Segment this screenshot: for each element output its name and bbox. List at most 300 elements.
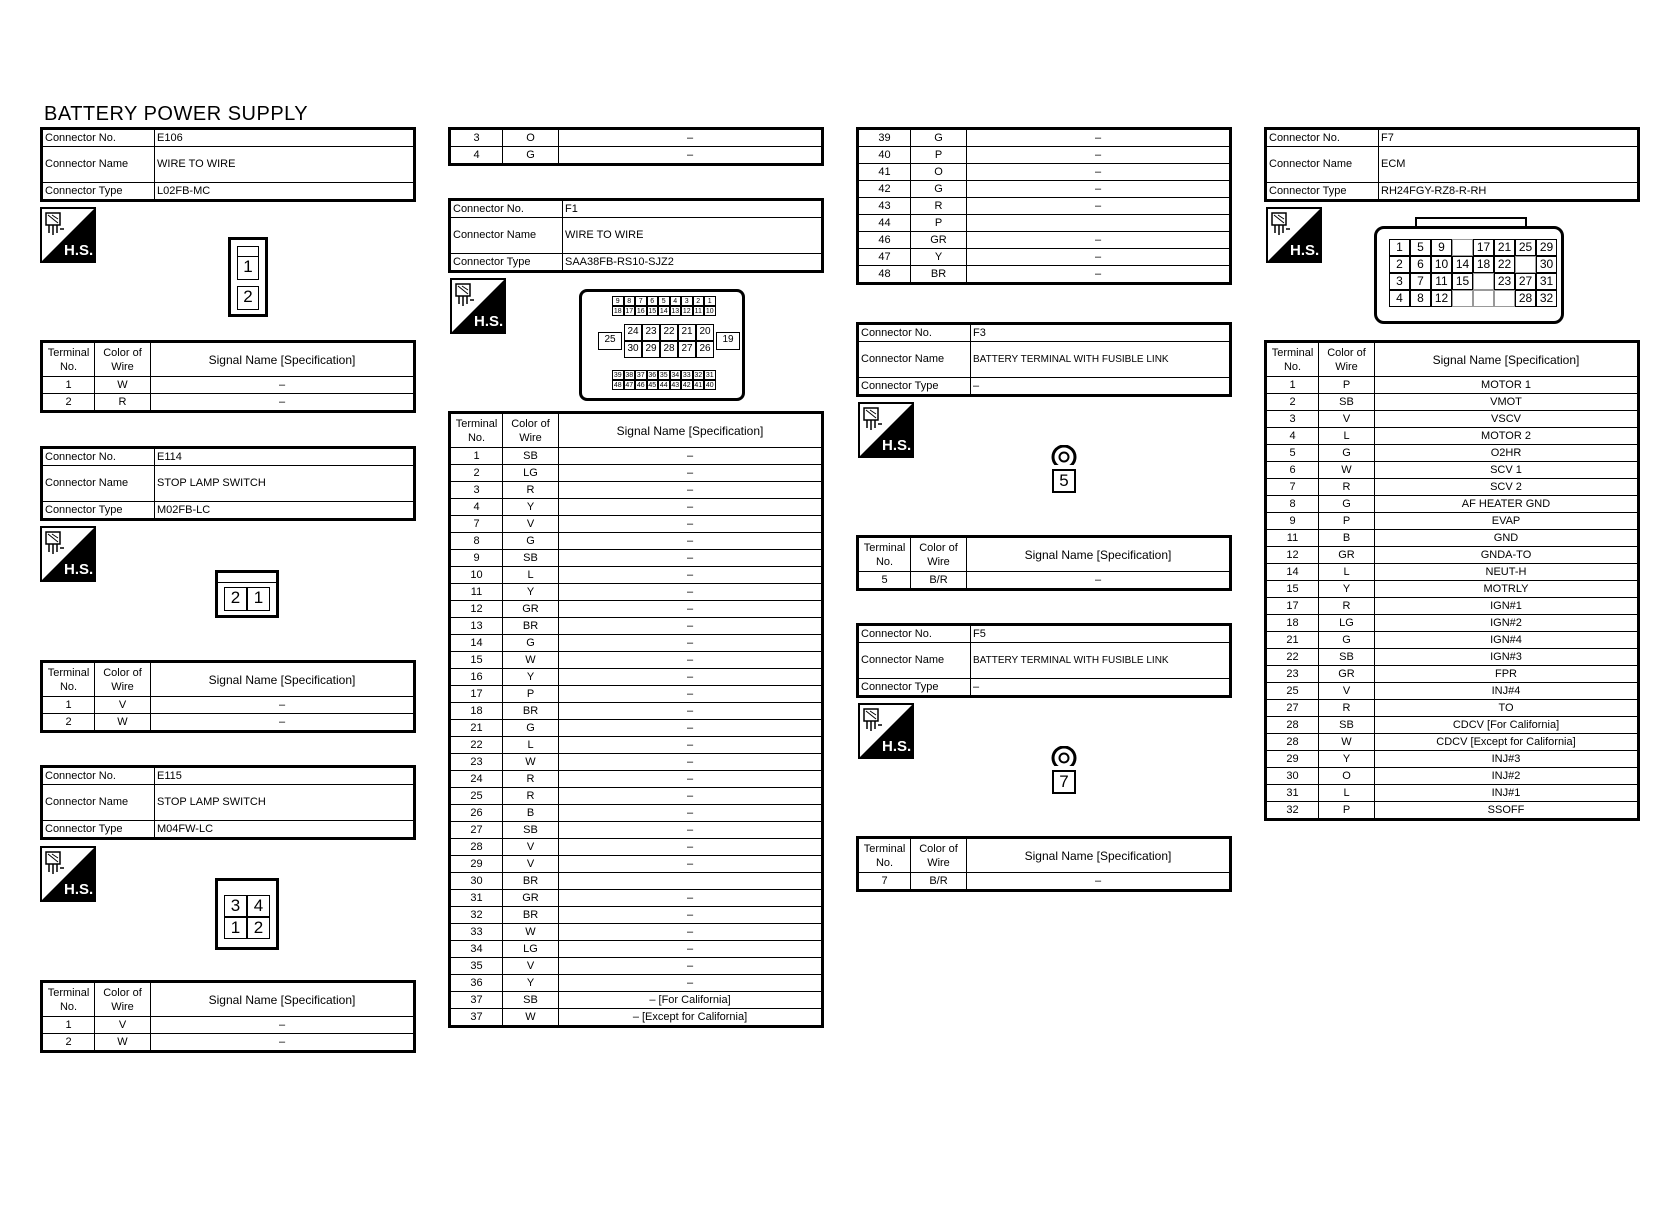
signal-cell: – — [559, 499, 823, 516]
table-row — [450, 839, 823, 856]
color-cell: V — [503, 856, 559, 873]
color-cell: G — [1319, 445, 1375, 462]
e114-rows — [40, 660, 416, 733]
signal-cell: INJ#1 — [1375, 785, 1639, 802]
signal-cell: INJ#4 — [1375, 683, 1639, 700]
connector-name-value: WIRE TO WIRE — [155, 147, 415, 183]
terminal-cell: 6 — [1266, 462, 1319, 479]
terminal-cell: 39 — [858, 129, 911, 147]
connector-type-value: SAA38FB-RS10-SJZ2 — [563, 254, 823, 272]
pin: 25 — [1515, 239, 1536, 256]
table-row — [1266, 377, 1639, 394]
color-cell: V — [1319, 683, 1375, 700]
color-cell: B/R — [911, 572, 967, 590]
color-cell: W — [95, 1034, 151, 1052]
pin: 32 — [1536, 290, 1557, 307]
terminal-cell: 1 — [1266, 377, 1319, 394]
pin: 3 — [224, 895, 247, 917]
pin: 48 — [613, 382, 622, 389]
color-cell: R — [503, 482, 559, 499]
signal-cell: – — [151, 714, 415, 732]
table-row — [1266, 479, 1639, 496]
color-cell: G — [503, 720, 559, 737]
signal-cell: – — [967, 181, 1231, 198]
connector-type-value: – — [971, 679, 1231, 697]
pin: 4 — [670, 296, 682, 306]
pin — [1473, 290, 1494, 307]
terminal-cell: 23 — [450, 754, 503, 771]
signal-cell: – — [559, 958, 823, 975]
table-row — [1266, 615, 1639, 632]
connector-e115 — [40, 765, 416, 840]
color-cell: V — [95, 697, 151, 714]
terminal-cell: 2 — [42, 394, 95, 412]
signal-cell: AF HEATER GND — [1375, 496, 1639, 513]
terminal-header: Terminal No. — [42, 662, 95, 697]
terminal-cell: 43 — [858, 198, 911, 215]
color-cell: G — [503, 533, 559, 550]
terminal-cell: 35 — [450, 958, 503, 975]
terminal-table-f5 — [856, 836, 1232, 892]
harness-side-icon — [858, 402, 914, 458]
connector-name-label: Connector Name — [450, 218, 563, 254]
pin: 1 — [1389, 239, 1410, 256]
signal-cell: EVAP — [1375, 513, 1639, 530]
table-row — [858, 249, 1231, 266]
table-row — [1266, 428, 1639, 445]
pin: 29 — [642, 341, 660, 358]
pin: 37 — [636, 372, 645, 379]
f3-rows — [856, 535, 1232, 591]
signal-cell: VMOT — [1375, 394, 1639, 411]
color-cell: SB — [503, 550, 559, 567]
terminal-header: Terminal No. — [858, 838, 911, 873]
table-row — [450, 873, 823, 890]
table-row — [450, 448, 823, 465]
color-cell: BR — [503, 873, 559, 890]
pin: 21 — [678, 324, 696, 341]
color-cell: L — [1319, 785, 1375, 802]
terminal-cell: 26 — [450, 805, 503, 822]
pin: 24 — [624, 324, 642, 341]
terminal-cell: 46 — [858, 232, 911, 249]
color-cell: LG — [1319, 615, 1375, 632]
pin: 28 — [660, 341, 678, 358]
color-cell: R — [95, 394, 151, 412]
table-row — [450, 669, 823, 686]
table-row — [450, 737, 823, 754]
pin — [1494, 290, 1515, 307]
signal-cell: INJ#3 — [1375, 751, 1639, 768]
harness-side-icon — [40, 207, 96, 263]
pin: 46 — [636, 382, 645, 389]
color-cell: Y — [503, 975, 559, 992]
table-row — [1266, 547, 1639, 564]
terminal-table-e106 — [40, 340, 416, 413]
table-row — [1266, 751, 1639, 768]
table-row — [450, 890, 823, 907]
connector-name-value: WIRE TO WIRE — [563, 218, 823, 254]
terminal-eyelet-f3 — [1049, 445, 1079, 495]
table-row — [1266, 683, 1639, 700]
pin: 7 — [1052, 770, 1076, 794]
signal-cell: – — [967, 266, 1231, 284]
connector-type-value: L02FB-MC — [155, 183, 415, 201]
connector-name-label: Connector Name — [42, 466, 155, 502]
harness-side-icon — [40, 846, 96, 902]
color-cell: O — [1319, 768, 1375, 785]
color-cell: BR — [503, 703, 559, 720]
terminal-cell: 2 — [450, 465, 503, 482]
terminal-cell: 13 — [450, 618, 503, 635]
table-row — [858, 873, 1231, 891]
table-row — [1266, 768, 1639, 785]
color-cell: GR — [503, 890, 559, 907]
terminal-cell: 37 — [450, 992, 503, 1009]
table-row — [1266, 564, 1639, 581]
pin: 22 — [660, 324, 678, 341]
terminal-cell: 8 — [450, 533, 503, 550]
pin: 31 — [1536, 273, 1557, 290]
terminal-header: Terminal No. — [42, 342, 95, 377]
connector-no-label: Connector No. — [42, 129, 155, 147]
connector-f1 — [448, 198, 824, 273]
pin: 29 — [1536, 239, 1557, 256]
signal-cell: – — [559, 805, 823, 822]
f1_cont2-rows — [856, 127, 1232, 285]
pin: 1 — [704, 296, 716, 306]
table-row — [1266, 581, 1639, 598]
table-row — [450, 924, 823, 941]
color-cell: B — [1319, 530, 1375, 547]
signal-cell: – — [559, 618, 823, 635]
signal-cell: – — [559, 924, 823, 941]
pin: 9 — [1431, 239, 1452, 256]
connector-no-label: Connector No. — [450, 200, 563, 218]
terminal-cell: 5 — [1266, 445, 1319, 462]
signal-cell: – — [151, 1034, 415, 1052]
table-row — [1266, 700, 1639, 717]
pin: 16 — [636, 308, 645, 315]
terminal-cell: 14 — [1266, 564, 1319, 581]
connector-name-value: STOP LAMP SWITCH — [155, 785, 415, 821]
signal-cell: – — [559, 147, 823, 165]
color-cell: R — [1319, 479, 1375, 496]
table-row — [450, 992, 823, 1009]
terminal-cell: 31 — [450, 890, 503, 907]
connector-no-value: F7 — [1379, 129, 1639, 147]
table-row — [1266, 734, 1639, 751]
pin: 23 — [1494, 273, 1515, 290]
signal-cell: TO — [1375, 700, 1639, 717]
f1-rows — [448, 411, 824, 1028]
color-cell: Y — [503, 584, 559, 601]
pin: 13 — [671, 308, 680, 315]
signal-cell: IGN#3 — [1375, 649, 1639, 666]
signal-cell: SCV 1 — [1375, 462, 1639, 479]
table-row — [858, 572, 1231, 590]
pin: 14 — [659, 308, 668, 315]
terminal-cell: 4 — [1266, 428, 1319, 445]
table-row — [1266, 717, 1639, 734]
table-row — [450, 618, 823, 635]
terminal-cell: 7 — [450, 516, 503, 533]
terminal-cell: 27 — [1266, 700, 1319, 717]
terminal-cell: 28 — [1266, 717, 1319, 734]
color-cell: V — [1319, 411, 1375, 428]
color-header: Color of Wire — [911, 537, 967, 572]
color-cell: G — [1319, 496, 1375, 513]
e106-rows — [40, 340, 416, 413]
pin — [1515, 256, 1536, 273]
pin: 6 — [647, 296, 659, 306]
pin: 3 — [681, 296, 693, 306]
signal-cell: – — [559, 516, 823, 533]
table-row — [450, 703, 823, 720]
signal-cell: – — [559, 720, 823, 737]
table-row — [450, 907, 823, 924]
pin: 22 — [1494, 256, 1515, 273]
table-row — [1266, 411, 1639, 428]
table-row — [450, 771, 823, 788]
hs-label: H.S. — [64, 881, 94, 898]
connector-name-label: Connector Name — [42, 147, 155, 183]
pin: 8 — [624, 296, 636, 306]
pin: 27 — [678, 341, 696, 358]
table-row — [42, 1017, 415, 1034]
color-cell: GR — [1319, 547, 1375, 564]
terminal-cell: 5 — [858, 572, 911, 590]
table-row — [450, 856, 823, 873]
pin: 28 — [1515, 290, 1536, 307]
signal-cell: – — [559, 788, 823, 805]
connector-no-label: Connector No. — [1266, 129, 1379, 147]
table-row — [858, 198, 1231, 215]
color-cell: W — [503, 924, 559, 941]
table-row — [1266, 496, 1639, 513]
table-row — [450, 147, 823, 165]
color-cell: SB — [503, 448, 559, 465]
connector-no-label: Connector No. — [42, 448, 155, 466]
connector-name-value: STOP LAMP SWITCH — [155, 466, 415, 502]
pin: 5 — [1052, 469, 1076, 493]
hs-label: H.S. — [882, 738, 912, 755]
hs-label: H.S. — [1290, 242, 1320, 259]
color-header: Color of Wire — [95, 662, 151, 697]
terminal-cell: 37 — [450, 1009, 503, 1027]
pin: 40 — [705, 382, 714, 389]
terminal-cell: 10 — [450, 567, 503, 584]
terminal-cell: 32 — [450, 907, 503, 924]
terminal-cell: 23 — [1266, 666, 1319, 683]
pin: 27 — [1515, 273, 1536, 290]
terminal-cell: 9 — [450, 550, 503, 567]
pin: 30 — [624, 341, 642, 358]
terminal-eyelet-f5 — [1049, 746, 1079, 796]
signal-cell: – — [967, 198, 1231, 215]
signal-cell: – — [559, 584, 823, 601]
connector-no-value: E106 — [155, 129, 415, 147]
color-cell: BR — [503, 618, 559, 635]
pin: 17 — [1473, 239, 1494, 256]
table-row — [450, 516, 823, 533]
pin: 14 — [1452, 256, 1473, 273]
color-cell: P — [911, 147, 967, 164]
connector-name-label: Connector Name — [858, 643, 971, 679]
terminal-cell: 1 — [42, 377, 95, 394]
pin: 26 — [696, 341, 714, 358]
terminal-table-f1 — [448, 411, 824, 1028]
color-cell: O — [911, 164, 967, 181]
terminal-cell: 15 — [1266, 581, 1319, 598]
connector-type-label: Connector Type — [858, 378, 971, 396]
connector-type-value: RH24FGY-RZ8-R-RH — [1379, 183, 1639, 201]
connector-name-label: Connector Name — [858, 342, 971, 378]
table-row — [42, 377, 415, 394]
table-row — [450, 533, 823, 550]
terminal-table-continued — [856, 127, 1232, 285]
table-row — [1266, 632, 1639, 649]
pin: 33 — [682, 372, 691, 379]
pin: 17 — [625, 308, 634, 315]
terminal-cell: 30 — [1266, 768, 1319, 785]
signal-cell: – — [151, 1017, 415, 1034]
signal-cell: INJ#2 — [1375, 768, 1639, 785]
signal-cell: SCV 2 — [1375, 479, 1639, 496]
pin: 2 — [237, 286, 259, 310]
pin: 11 — [693, 306, 705, 316]
signal-cell: – — [559, 907, 823, 924]
terminal-cell: 16 — [450, 669, 503, 686]
pin: 9 — [612, 296, 624, 306]
signal-cell: – — [559, 890, 823, 907]
signal-cell — [559, 873, 823, 890]
color-cell: G — [911, 129, 967, 147]
signal-cell: – — [559, 669, 823, 686]
pin: 4 — [1389, 290, 1410, 307]
terminal-cell: 1 — [42, 1017, 95, 1034]
terminal-cell: 7 — [858, 873, 911, 891]
pin — [237, 246, 259, 256]
table-row — [1266, 598, 1639, 615]
terminal-cell: 3 — [450, 129, 503, 147]
signal-cell — [967, 215, 1231, 232]
connector-type-label: Connector Type — [1266, 183, 1379, 201]
pin: 5 — [658, 296, 670, 306]
signal-cell: – — [559, 533, 823, 550]
signal-cell: – [Except for California] — [559, 1009, 823, 1027]
connector-type-value: M02FB-LC — [155, 502, 415, 520]
harness-side-icon — [858, 703, 914, 759]
pin: 6 — [1410, 256, 1431, 273]
color-cell: B/R — [911, 873, 967, 891]
color-cell: LG — [503, 941, 559, 958]
color-cell: V — [503, 839, 559, 856]
terminal-cell: 41 — [858, 164, 911, 181]
signal-cell: – — [559, 482, 823, 499]
table-row — [1266, 802, 1639, 820]
color-cell: R — [1319, 598, 1375, 615]
terminal-cell: 2 — [1266, 394, 1319, 411]
terminal-cell: 24 — [450, 771, 503, 788]
signal-header: Signal Name [Specification] — [1375, 342, 1639, 377]
connector-f5 — [856, 623, 1232, 698]
color-header: Color of Wire — [1319, 342, 1375, 377]
table-row — [1266, 785, 1639, 802]
terminal-cell: 14 — [450, 635, 503, 652]
color-cell: V — [503, 516, 559, 533]
signal-cell: NEUT-H — [1375, 564, 1639, 581]
color-cell: O — [503, 129, 559, 147]
pin: 2 — [224, 587, 247, 611]
pin: 20 — [696, 324, 714, 341]
table-row — [42, 394, 415, 412]
signal-cell: IGN#1 — [1375, 598, 1639, 615]
pin: 21 — [1494, 239, 1515, 256]
table-row — [1266, 666, 1639, 683]
terminal-cell: 7 — [1266, 479, 1319, 496]
pin-shroud — [218, 573, 276, 583]
signal-header: Signal Name [Specification] — [151, 982, 415, 1017]
pin: 45 — [648, 382, 657, 389]
terminal-cell: 2 — [42, 1034, 95, 1052]
signal-cell: – — [559, 771, 823, 788]
pin: 25 — [598, 332, 622, 350]
pin: 11 — [1431, 273, 1452, 290]
harness-side-icon — [40, 526, 96, 582]
color-cell: W — [503, 754, 559, 771]
connector-no-label: Connector No. — [858, 625, 971, 643]
signal-header: Signal Name [Specification] — [967, 838, 1231, 873]
terminal-cell: 15 — [450, 652, 503, 669]
signal-cell: – — [151, 377, 415, 394]
table-row — [450, 975, 823, 992]
connector-no-label: Connector No. — [858, 324, 971, 342]
pin: 12 — [1431, 290, 1452, 307]
connector-e106 — [40, 127, 416, 202]
connector-no-value: F5 — [971, 625, 1231, 643]
color-cell: Y — [503, 669, 559, 686]
pin: 35 — [659, 372, 668, 379]
terminal-cell: 28 — [450, 839, 503, 856]
color-cell: SB — [1319, 717, 1375, 734]
color-cell: W — [1319, 462, 1375, 479]
color-cell: GR — [503, 601, 559, 618]
color-header: Color of Wire — [95, 342, 151, 377]
connector-type-label: Connector Type — [858, 679, 971, 697]
signal-cell: – — [967, 164, 1231, 181]
signal-cell: – — [151, 697, 415, 714]
f1_cont-rows — [448, 127, 824, 166]
pin: 2 — [1389, 256, 1410, 273]
terminal-cell: 1 — [450, 448, 503, 465]
color-cell: BR — [911, 266, 967, 284]
signal-cell: CDCV [Except for California] — [1375, 734, 1639, 751]
color-cell: W — [1319, 734, 1375, 751]
connector-type-label: Connector Type — [450, 254, 563, 272]
signal-header: Signal Name [Specification] — [151, 342, 415, 377]
terminal-cell: 18 — [450, 703, 503, 720]
table-row — [450, 822, 823, 839]
connector-name-value: BATTERY TERMINAL WITH FUSIBLE LINK — [971, 342, 1231, 378]
terminal-cell: 22 — [1266, 649, 1319, 666]
table-row — [450, 652, 823, 669]
terminal-cell: 12 — [450, 601, 503, 618]
color-cell: GR — [1319, 666, 1375, 683]
table-row — [450, 805, 823, 822]
connector-no-value: E115 — [155, 767, 415, 785]
terminal-header: Terminal No. — [42, 982, 95, 1017]
